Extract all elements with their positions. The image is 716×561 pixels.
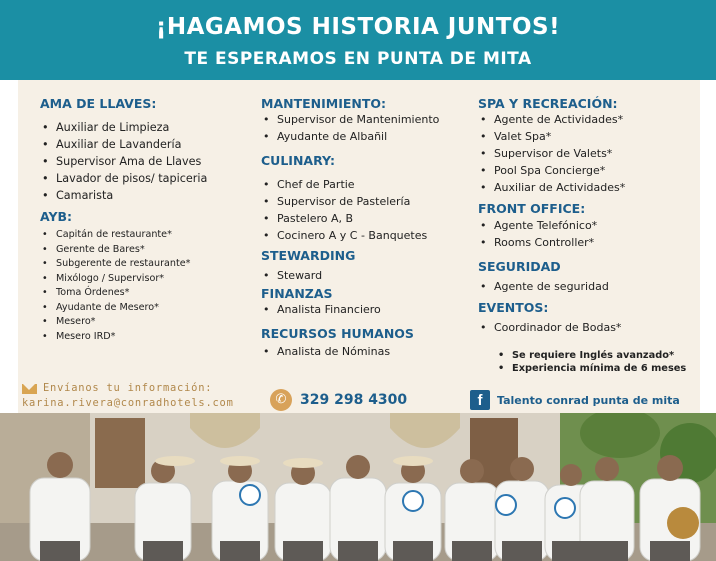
phone-contact[interactable] — [270, 389, 407, 411]
list-item: • Toma Órdenes* — [40, 286, 207, 301]
mantenimiento-list — [261, 111, 439, 145]
list-item: • Coordinador de Bodas* — [478, 319, 686, 336]
requirements-list — [496, 349, 686, 375]
list-item: • Auxiliar de Actividades* — [478, 179, 686, 196]
section-heading-spa: SPA Y RECREACIÓN: — [478, 96, 618, 111]
list-item: • Rooms Controller* — [478, 234, 686, 251]
list-item: • Auxiliar de Lavandería — [40, 136, 207, 153]
section-heading-finanzas: FINANZAS — [261, 286, 333, 301]
list-item: • Analista Financiero — [261, 301, 439, 318]
spa-list — [478, 111, 686, 196]
section-heading-mantenimiento: MANTENIMIENTO: — [261, 96, 386, 111]
list-item: • Mesero* — [40, 315, 207, 330]
ayb-list — [40, 228, 207, 344]
facebook-link[interactable] — [470, 390, 680, 410]
column-right — [478, 96, 686, 375]
page-title: ¡HAGAMOS HISTORIA JUNTOS! — [155, 14, 561, 40]
list-item: • Gerente de Bares* — [40, 243, 207, 258]
list-item: • Ayudante de Albañil — [261, 128, 439, 145]
culinary-list — [261, 176, 439, 244]
list-item: • Steward — [261, 267, 439, 284]
list-item: • Supervisor de Pastelería — [261, 193, 439, 210]
stewarding-list — [261, 267, 439, 284]
section-heading-stewarding: STEWARDING — [261, 248, 356, 263]
list-item: • Camarista — [40, 187, 207, 204]
section-heading-eventos: EVENTOS: — [478, 300, 549, 315]
finanzas-list — [261, 301, 439, 318]
requirement-item: • Experiencia mínima de 6 meses — [496, 362, 686, 375]
page-subtitle: TE ESPERAMOS EN PUNTA DE MITA — [184, 49, 532, 69]
phone-icon: ✆ — [270, 389, 292, 411]
list-item: • Valet Spa* — [478, 128, 686, 145]
list-item: • Supervisor Ama de Llaves — [40, 153, 207, 170]
mail-icon — [22, 384, 37, 394]
list-item: • Chef de Partie — [261, 176, 439, 193]
list-item: • Agente Telefónico* — [478, 217, 686, 234]
list-item: • Supervisor de Mantenimiento — [261, 111, 439, 128]
list-item: • Lavador de pisos/ tapiceria — [40, 170, 207, 187]
recursos-list — [261, 343, 439, 360]
list-item: • Agente de seguridad — [478, 278, 686, 295]
list-item: • Analista de Nóminas — [261, 343, 439, 360]
contact-email[interactable]: karina.rivera@conradhotels.com — [22, 397, 234, 409]
section-heading-ayb: AYB: — [40, 209, 73, 224]
facebook-icon: f — [470, 390, 490, 410]
list-item: • Capitán de restaurante* — [40, 228, 207, 243]
list-item: • Supervisor de Valets* — [478, 145, 686, 162]
ama-de-llaves-list — [40, 119, 207, 204]
list-item: • Subgerente de restaurante* — [40, 257, 207, 272]
list-item: • Auxiliar de Limpieza — [40, 119, 207, 136]
list-item: • Pool Spa Concierge* — [478, 162, 686, 179]
list-item: • Pastelero A, B — [261, 210, 439, 227]
list-item: • Mixólogo / Supervisor* — [40, 272, 207, 287]
list-item: • Mesero IRD* — [40, 330, 207, 345]
staff-photo-illustration — [0, 413, 716, 561]
staff-group-photo — [0, 413, 716, 561]
facebook-label: Talento conrad punta de mita — [497, 393, 680, 407]
eventos-list — [478, 319, 686, 336]
section-heading-front-office: FRONT OFFICE: — [478, 201, 586, 216]
contact-info — [22, 381, 234, 411]
section-heading-ama-de-llaves: AMA DE LLAVES: — [40, 96, 157, 111]
list-item: • Cocinero A y C - Banquetes — [261, 227, 439, 244]
seguridad-list — [478, 278, 686, 295]
header-banner — [0, 0, 716, 80]
column-middle — [261, 96, 439, 360]
front-office-list — [478, 217, 686, 251]
list-item: • Ayudante de Mesero* — [40, 301, 207, 316]
section-heading-seguridad: SEGURIDAD — [478, 259, 561, 274]
list-item: • Agente de Actividades* — [478, 111, 686, 128]
contact-label: Envíanos tu información: — [43, 382, 213, 394]
section-heading-culinary: CULINARY: — [261, 153, 335, 168]
column-left — [40, 96, 207, 344]
section-heading-recursos-humanos: RECURSOS HUMANOS — [261, 326, 414, 341]
requirement-item: • Se requiere Inglés avanzado* — [496, 349, 686, 362]
phone-number: 329 298 4300 — [300, 392, 408, 408]
